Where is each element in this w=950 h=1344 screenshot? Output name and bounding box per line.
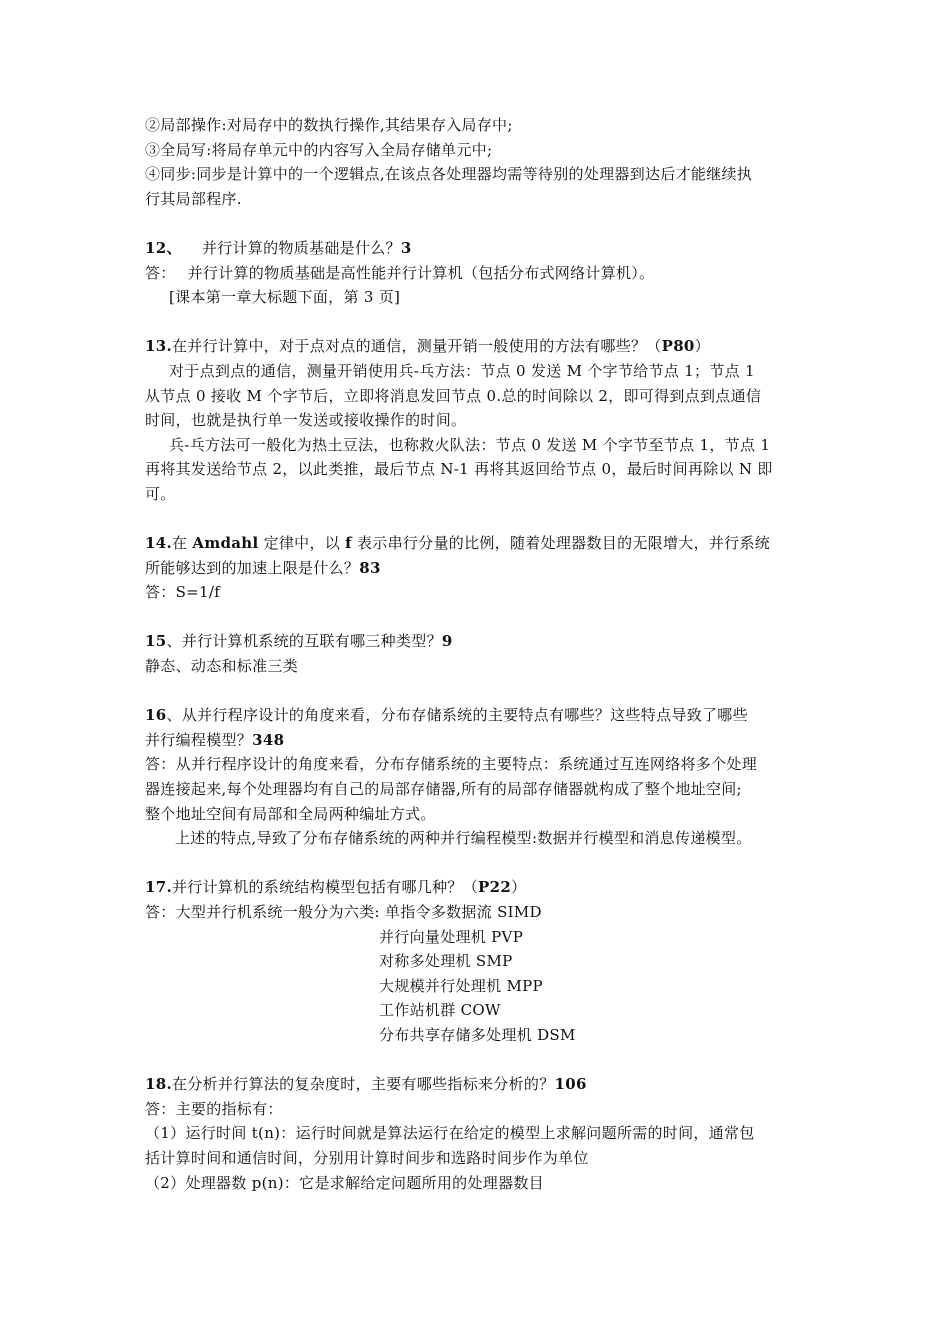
- question-text: 、从并行程序设计的角度来看，分布存储系统的主要特点有哪些？这些特点导致了哪些: [166, 706, 748, 725]
- system-type: 并行向量处理机 PVP: [379, 927, 524, 946]
- page-ref: 348: [252, 730, 285, 749]
- intro-line: 行其局部程序.: [145, 189, 242, 208]
- question-text: 表示串行分量的比例，随着处理器数目的无限增大，并行系统: [351, 534, 771, 553]
- question-text: 并行计算的物质基础是什么？: [201, 238, 401, 257]
- question-number: 14.: [145, 534, 172, 553]
- question-number: 15: [145, 632, 167, 651]
- question-number: 18.: [145, 1075, 172, 1094]
- intro-line: ④同步:同步是计算中的一个逻辑点,在该点各处理器均需等待别的处理器到达后才能继续执: [145, 165, 753, 184]
- question-text: 在并行计算中，对于点对点的通信，测量开销一般使用的方法有哪些？（: [172, 337, 662, 356]
- answer-line: （2）处理器数 p(n)：它是求解给定问题所用的处理器数目: [145, 1173, 544, 1192]
- question-17: [145, 875, 810, 900]
- answer-line: （1）运行时间 t(n)：运行时间就是算法运行在给定的模型上求解问题所需的时间，通常包: [145, 1124, 755, 1143]
- answer-line: 兵-乓方法可一般化为热土豆法，也称救火队法：节点 0 发送 M 个字节至节点 1，节点 1: [169, 435, 771, 454]
- note-12: [课本第一章大标题下面，第 3 页]: [169, 288, 401, 307]
- answer-text: 并行计算的物质基础是高性能并行计算机（包括分布式网络计算机）。: [187, 263, 655, 282]
- question-16-line2: [145, 728, 810, 753]
- answer-line: 答：主要的指标有：: [145, 1099, 283, 1118]
- system-type: 工作站机群 COW: [379, 1001, 501, 1020]
- question-16: [145, 703, 810, 728]
- answer-line: 可。: [145, 484, 176, 503]
- document-page: [145, 113, 810, 1195]
- question-text: 所能够达到的加速上限是什么？: [145, 558, 360, 577]
- question-14-line2: [145, 556, 810, 581]
- answer-line: 括计算时间和通信时间，分别用计算时间步和选路时间步作为单位: [145, 1148, 589, 1167]
- page-ref: 106: [554, 1075, 587, 1094]
- answer-line: 时间，也就是执行单一发送或接收操作的时间。: [145, 411, 467, 430]
- answer-line: 答：从并行程序设计的角度来看，分布存储系统的主要特点：系统通过互连网络将多个处理: [145, 755, 758, 774]
- question-number: 16: [145, 706, 167, 725]
- answer-15: 静态、动态和标准三类: [145, 657, 299, 676]
- question-12: [145, 236, 810, 261]
- intro-line: ③全局写:将局存单元中的内容写入全局存储单元中;: [145, 140, 493, 159]
- system-type: 分布共享存储多处理机 DSM: [379, 1025, 576, 1044]
- answer-12: [145, 261, 810, 286]
- f-term: f: [345, 534, 352, 553]
- page-ref: 3: [400, 238, 412, 257]
- question-text: 并行计算机的系统结构模型包括有哪几种？（: [172, 878, 479, 897]
- amdahl-term: Amdahl: [192, 534, 259, 553]
- page-ref: P22: [478, 878, 512, 897]
- page-ref: 9: [441, 632, 453, 651]
- question-text: 并行编程模型？: [145, 730, 253, 749]
- question-13: [145, 334, 810, 359]
- answer-14: 答：S=1/f: [145, 583, 221, 602]
- question-14: [145, 531, 810, 556]
- answer-prefix: 答：: [145, 263, 176, 282]
- answer-line: 再将其发送给节点 2，以此类推，最后节点 N-1 再将其返回给节点 0，最后时间再除以 N 即: [145, 460, 773, 479]
- page-ref: P80: [661, 337, 695, 356]
- question-number: 17.: [145, 878, 172, 897]
- question-15: [145, 629, 810, 654]
- paren-close: ）: [694, 337, 710, 356]
- question-18: [145, 1072, 810, 1097]
- answer-line: 上述的特点,导致了分布存储系统的两种并行编程模型:数据并行模型和消息传递模型。: [175, 829, 752, 848]
- page-ref: 83: [359, 558, 381, 577]
- answer-line: 从节点 0 接收 M 个字节后，立即将消息发回节点 0.总的时间除以 2，即可得到点到点通信: [145, 386, 762, 405]
- intro-line: ②局部操作:对局存中的数执行操作,其结果存入局存中;: [145, 116, 513, 134]
- question-text: 在分析并行算法的复杂度时，主要有哪些指标来分析的？: [172, 1075, 555, 1094]
- answer-17: 答：大型并行机系统一般分为六类: 单指令多数据流 SIMD: [145, 903, 542, 921]
- answer-line: 对于点到点的通信，测量开销使用兵-乓方法：节点 0 发送 M 个字节给节点 1；节点 1: [169, 361, 755, 380]
- question-text: 、并行计算机系统的互联有哪三种类型？: [166, 632, 442, 651]
- answer-line: 器连接起来,每个处理器均有自己的局部存储器,所有的局部存储器就构成了整个地址空间;: [145, 780, 742, 799]
- question-text: 定律中，以: [258, 534, 346, 553]
- question-text: 在: [172, 534, 193, 553]
- paren-close: ）: [511, 878, 527, 897]
- system-type: 对称多处理机 SMP: [379, 952, 513, 971]
- answer-line: 整个地址空间有局部和全局两种编址方式。: [145, 804, 436, 823]
- system-type: 大规模并行处理机 MPP: [379, 976, 543, 995]
- question-number: 13.: [145, 337, 172, 356]
- question-number: 12、: [145, 238, 182, 257]
